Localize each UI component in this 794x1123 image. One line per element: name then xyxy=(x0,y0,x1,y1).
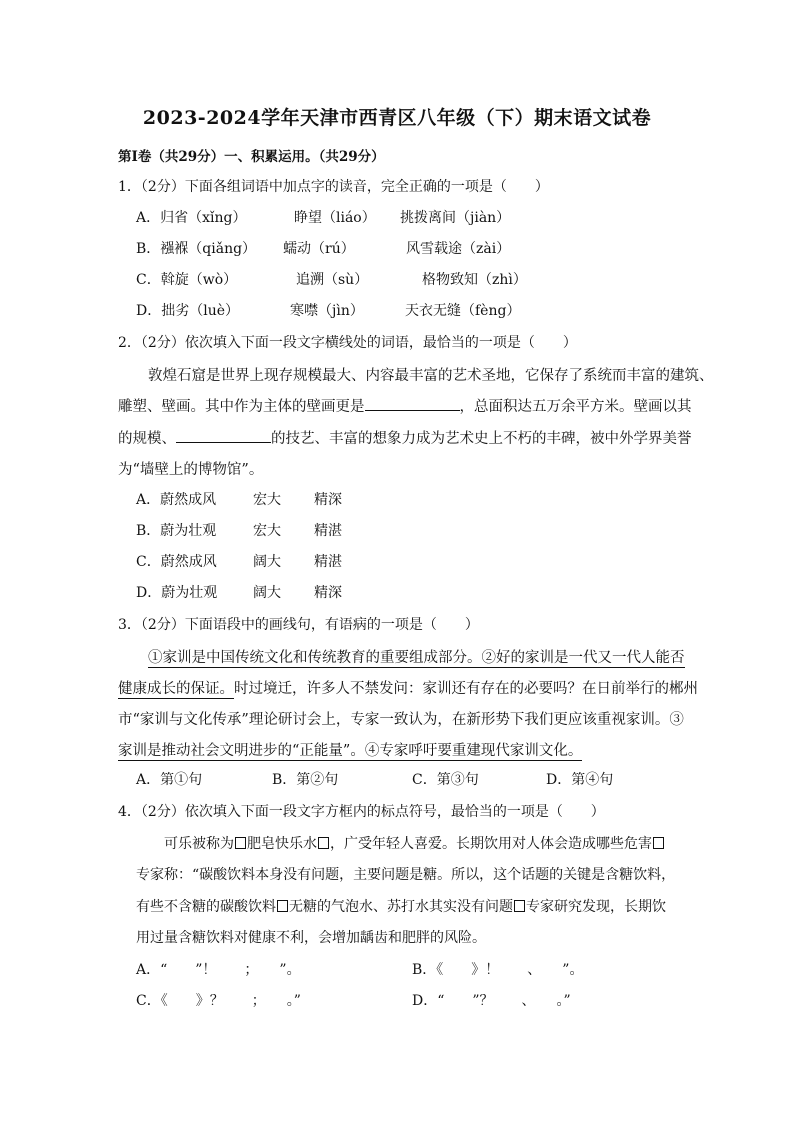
q2-option-c-word3: 精湛 xyxy=(314,554,342,570)
q1-option-c-word2: 追溯（sù） xyxy=(296,272,369,288)
q4-passage-line-3 xyxy=(136,896,666,916)
q4-text: 无糖的气泡水、苏打水其实没有问题 xyxy=(289,899,513,915)
q2-option-d-word1: D．蔚为壮观 xyxy=(136,585,218,601)
q1-option-b-word1: B．襁褓（qiǎng） xyxy=(136,241,257,257)
q1-option-d-word2: 寒噤（jìn） xyxy=(290,303,364,319)
q1-option-b-word3: 风雪载途（zài） xyxy=(406,241,511,257)
q4-passage-line-2: 专家称：“碳酸饮料本身没有问题，主要问题是糖。所以，这个话题的关键是含糖饮料， xyxy=(136,867,676,883)
q3-underlined-sentence: 健康成长的保证。 xyxy=(118,681,234,697)
q2-text: 的技艺、丰富的想象力成为艺术史上不朽的丰碑，被中外学界美誉 xyxy=(271,431,692,447)
q3-underlined-sentence: 家训是推动社会文明进步的“正能量”。④专家呼吁要重建现代家训文化。 xyxy=(118,743,583,759)
q4-option-b: B．《 》！ 、 ”。 xyxy=(412,962,584,978)
q4-passage-line-1 xyxy=(164,833,665,853)
q1-option-c-word3: 格物致知（zhì） xyxy=(422,272,527,288)
q4-text: 有些不含糖的碳酸饮料 xyxy=(136,899,276,915)
q2-passage-line-1: 敦煌石窟是世界上现存规模最大、内容最丰富的艺术圣地，它保存了系统而丰富的建筑、 xyxy=(148,368,714,384)
punctuation-box xyxy=(653,837,664,849)
q4-passage-line-4: 用过量含糖饮料对健康不利，会增加龋齿和肥胖的风险。 xyxy=(136,930,486,946)
q3-passage-line-1 xyxy=(148,646,685,667)
punctuation-box xyxy=(277,900,288,912)
q4-option-c: C．《 》？ ； 。” xyxy=(136,993,301,1009)
question-1-stem: 1．（2分）下面各组词语中加点字的读音，完全正确的一项是（ ） xyxy=(118,179,549,195)
q4-text: 专家研究发现，长期饮 xyxy=(526,899,666,915)
q3-text: 时过境迁，许多人不禁发问：家训还有存在的必要吗？在日前举行的郴州 xyxy=(234,681,698,697)
punctuation-box xyxy=(318,837,329,849)
q2-option-b-word3: 精湛 xyxy=(314,523,342,539)
q2-passage-line-4: 为“墙壁上的博物馆”。 xyxy=(118,462,264,478)
q3-option-b: B．第②句 xyxy=(272,772,339,788)
q4-text: ，广受年轻人喜爱。长期饮用对人体会造成哪些危害 xyxy=(330,836,652,852)
exam-title: 2023-2024学年天津市西青区八年级（下）期末语文试卷 xyxy=(142,107,652,129)
q2-option-b-word1: B．蔚为壮观 xyxy=(136,523,217,539)
q4-option-a: A．“ ”！ ； ”。 xyxy=(136,962,301,978)
q1-option-d-word3: 天衣无缝（fèng） xyxy=(405,303,521,319)
q3-option-a: A．第①句 xyxy=(136,772,203,788)
q3-option-d: D．第④句 xyxy=(546,772,614,788)
q3-passage-line-3: 市“家训与文化传承”理论研讨会上，专家一致认为，在新形势下我们更应该重视家训。③ xyxy=(118,712,684,728)
punctuation-box xyxy=(235,837,246,849)
question-2-stem: 2．（2分）依次填入下面一段文字横线处的词语，最恰当的一项是（ ） xyxy=(118,335,577,351)
q2-option-c-word2: 阔大 xyxy=(253,554,281,570)
q1-option-b-word2: 蠕动（rú） xyxy=(283,241,355,257)
fill-blank-1 xyxy=(365,396,460,411)
punctuation-box xyxy=(514,900,525,912)
q3-option-c: C．第③句 xyxy=(412,772,479,788)
q3-passage-line-4 xyxy=(118,739,582,760)
q3-passage-line-2 xyxy=(118,677,698,698)
q1-option-a-word3: 挑拨离间（jiàn） xyxy=(400,210,511,226)
q4-option-d: D．“ ”？ 、 。” xyxy=(412,993,571,1009)
q1-option-a-word2: 睁望（liáo） xyxy=(294,210,376,226)
q3-underlined-sentence: ①家训是中国传统文化和传统教育的重要组成部分。②好的家训是一代又一代人能否 xyxy=(148,650,685,666)
q2-option-a-word2: 宏大 xyxy=(253,492,281,508)
q1-option-c-word1: C．斡旋（wò） xyxy=(136,272,238,288)
section-heading: 第Ⅰ卷（共29分）一、积累运用。（共29分） xyxy=(118,149,385,165)
q2-text: 雕塑、壁画。其中作为主体的壁画更是 xyxy=(118,399,365,415)
q4-text: 可乐被称为 xyxy=(164,836,234,852)
q1-option-d-word1: D．拙劣（luè） xyxy=(136,303,240,319)
q2-option-d-word3: 精深 xyxy=(314,585,342,601)
question-4-stem: 4．（2分）依次填入下面一段文字方框内的标点符号，最恰当的一项是（ ） xyxy=(118,804,605,820)
q2-passage-line-3 xyxy=(118,427,692,448)
q2-passage-line-2 xyxy=(118,395,692,416)
q1-option-a-word1: A．归省（xǐng） xyxy=(136,210,247,226)
question-3-stem: 3．（2分）下面语段中的画线句，有语病的一项是（ ） xyxy=(118,617,479,633)
q2-option-d-word2: 阔大 xyxy=(253,585,281,601)
fill-blank-2 xyxy=(176,428,271,443)
q2-text: ，总面积达五万余平方米。壁画以其 xyxy=(459,399,692,415)
q4-text: 肥皂快乐水 xyxy=(247,836,317,852)
q2-option-c-word1: C．蔚然成风 xyxy=(136,554,217,570)
q2-option-b-word2: 宏大 xyxy=(253,523,281,539)
q2-option-a-word3: 精深 xyxy=(314,492,342,508)
q2-text: 的规模、 xyxy=(118,431,176,447)
q2-option-a-word1: A．蔚然成风 xyxy=(136,492,217,508)
